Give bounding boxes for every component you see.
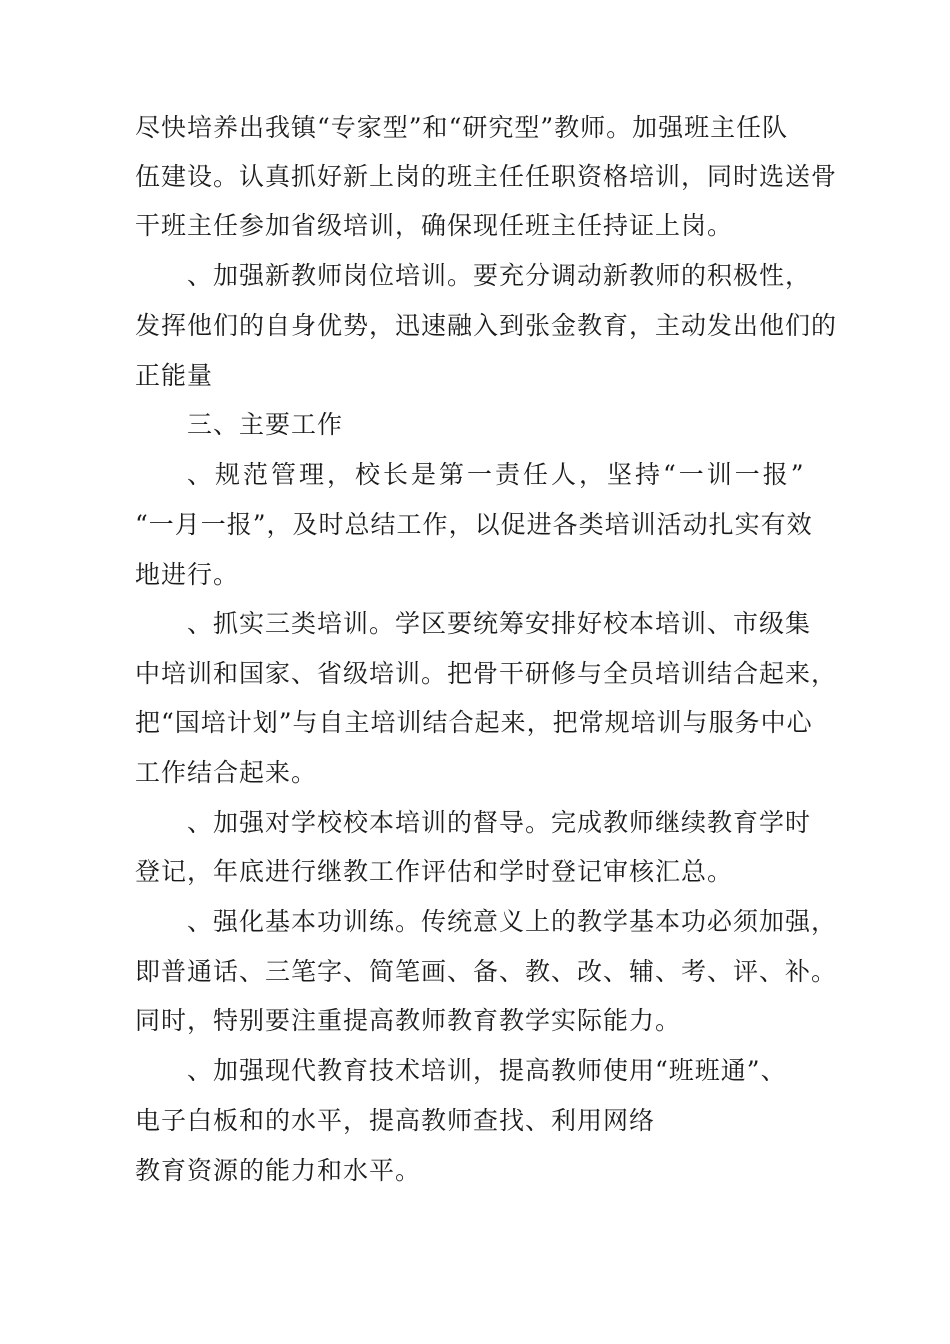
text-line: 同时，特别要注重提高教师教育教学实际能力。: [135, 1006, 682, 1035]
text-line: 中培训和国家、省级培训。把骨干研修与全员培训结合起来，: [135, 659, 838, 688]
text-line: 工作结合起来。: [135, 758, 318, 787]
text-line: 电子白板和的水平，提高教师查找、利用网络: [135, 1106, 656, 1135]
text-line: 即普通话、三笔字、简笔画、备、教、改、辅、考、评、补。: [135, 957, 838, 986]
text-line: 、加强新教师岗位培训。要充分调动新教师的积极性，: [187, 261, 812, 290]
text-line: 发挥他们的自身优势，迅速融入到张金教育，主动发出他们的: [135, 311, 838, 340]
text-line: 伍建设。认真抓好新上岗的班主任任职资格培训，同时选送骨: [135, 162, 838, 191]
text-line: 把“国培计划”与自主培训结合起来，把常规培训与服务中心: [135, 708, 813, 737]
text-line: 、抓实三类培训。学区要统筹安排好校本培训、市级集: [187, 609, 812, 638]
text-line: 正能量: [135, 361, 214, 390]
text-line: 干班主任参加省级培训，确保现任班主任持证上岗。: [135, 211, 734, 240]
section-heading: 三、主要工作: [187, 410, 344, 439]
text-line: 尽快培养出我镇“专家型”和“研究型”教师。加强班主任队: [135, 113, 789, 142]
text-line: 教育资源的能力和水平。: [135, 1156, 422, 1185]
text-line: 、加强对学校校本培训的督导。完成教师继续教育学时: [187, 808, 812, 837]
text-line: 、加强现代教育技术培训，提高教师使用“班班通”、: [187, 1056, 787, 1085]
text-line: 登记，年底进行继教工作评估和学时登记审核汇总。: [135, 857, 734, 886]
text-line: 、规范管理，校长是第一责任人，坚持“一训一报”: [187, 460, 807, 489]
text-line: “一月一报”，及时总结工作，以促进各类培训活动扎实有效: [135, 510, 813, 539]
text-line: 地进行。: [135, 560, 240, 589]
text-line: 、强化基本功训练。传统意义上的教学基本功必须加强，: [187, 907, 838, 936]
